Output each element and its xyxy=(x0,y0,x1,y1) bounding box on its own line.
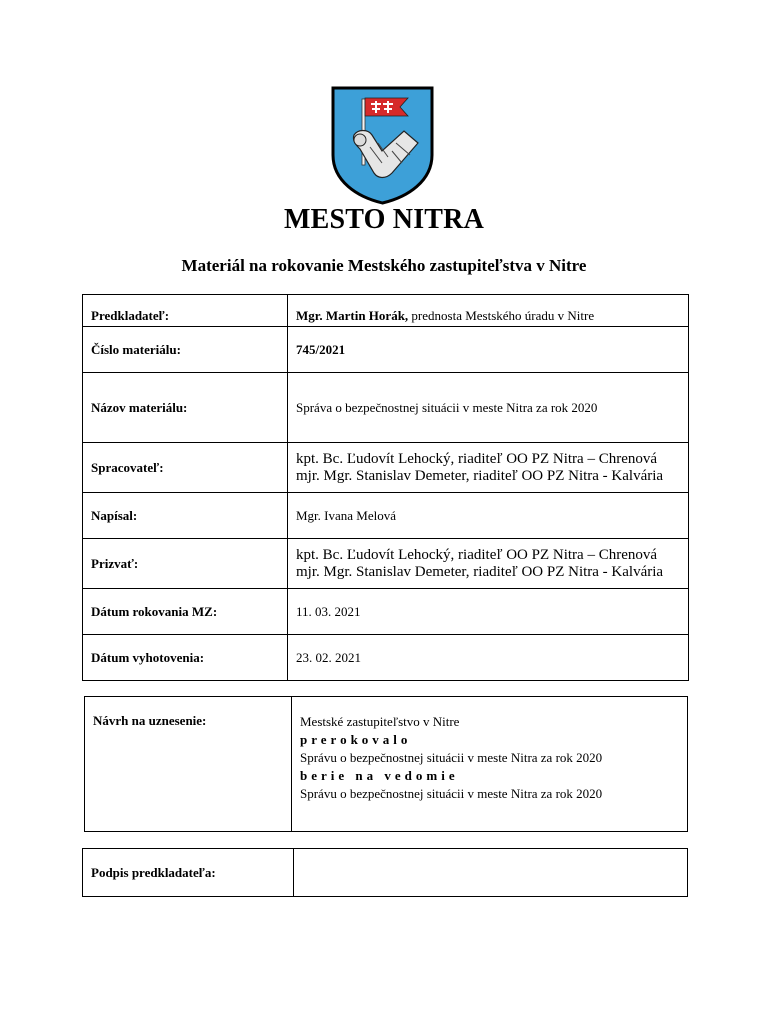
signature-label: Podpis predkladateľa: xyxy=(83,849,294,897)
signature-field xyxy=(294,849,688,897)
material-info-table xyxy=(82,294,689,681)
table-row xyxy=(83,539,689,589)
resolution-text xyxy=(292,697,688,832)
resolution-label: Návrh na uznesenie: xyxy=(85,697,292,832)
author-label: Napísal: xyxy=(83,493,288,539)
material-number-value: 745/2021 xyxy=(288,327,689,373)
table-row xyxy=(83,295,689,327)
invite-value: kpt. Bc. Ľudovít Lehocký, riaditeľ OO PZ Nitra – Chrenová mjr. Mgr. Stanislav Demeter, riaditeľ OO PZ Nitra - Kalvária xyxy=(288,539,689,589)
table-row xyxy=(83,443,689,493)
table-row xyxy=(85,697,688,832)
processor-value: kpt. Bc. Ľudovít Lehocký, riaditeľ OO PZ Nitra – Chrenová mjr. Mgr. Stanislav Demeter, riaditeľ OO PZ Nitra - Kalvária xyxy=(288,443,689,493)
proposer-value xyxy=(288,295,689,327)
resolution-council: Mestské zastupiteľstvo v Nitre xyxy=(300,714,460,729)
table-row xyxy=(83,635,689,681)
author-value: Mgr. Ivana Melová xyxy=(288,493,689,539)
proposer-role: prednosta Mestského úradu v Nitre xyxy=(408,308,595,323)
material-name-label: Názov materiálu: xyxy=(83,373,288,443)
document-subtitle: Materiál na rokovanie Mestského zastupiteľstva v Nitre xyxy=(181,256,587,275)
session-date-label: Dátum rokovania MZ: xyxy=(83,589,288,635)
table-row xyxy=(83,327,689,373)
table-row xyxy=(83,373,689,443)
processor-label: Spracovateľ: xyxy=(83,443,288,493)
session-date-value: 11. 03. 2021 xyxy=(288,589,689,635)
table-row xyxy=(83,589,689,635)
signature-table xyxy=(82,848,688,897)
material-number-label: Číslo materiálu: xyxy=(83,327,288,373)
resolution-report: Správu o bezpečnostnej situácii v meste Nitra za rok 2020 xyxy=(300,786,603,801)
coat-of-arms-icon xyxy=(330,85,435,205)
resolution-verb-acknowledges: berie na vedomie xyxy=(300,768,459,783)
prepared-date-label: Dátum vyhotovenia: xyxy=(83,635,288,681)
table-row xyxy=(83,493,689,539)
resolution-report: Správu o bezpečnostnej situácii v meste Nitra za rok 2020 xyxy=(300,750,603,765)
proposer-name: Mgr. Martin Horák, xyxy=(296,308,409,323)
proposer-label: Predkladateľ: xyxy=(83,295,288,327)
prepared-date-value: 23. 02. 2021 xyxy=(288,635,689,681)
invite-label: Prizvať: xyxy=(83,539,288,589)
city-title: MESTO NITRA xyxy=(283,204,485,235)
table-row xyxy=(83,849,688,897)
resolution-verb-discussed: prerokovalo xyxy=(300,732,412,747)
resolution-table xyxy=(84,696,688,832)
material-name-value: Správa o bezpečnostnej situácii v meste Nitra za rok 2020 xyxy=(288,373,689,443)
